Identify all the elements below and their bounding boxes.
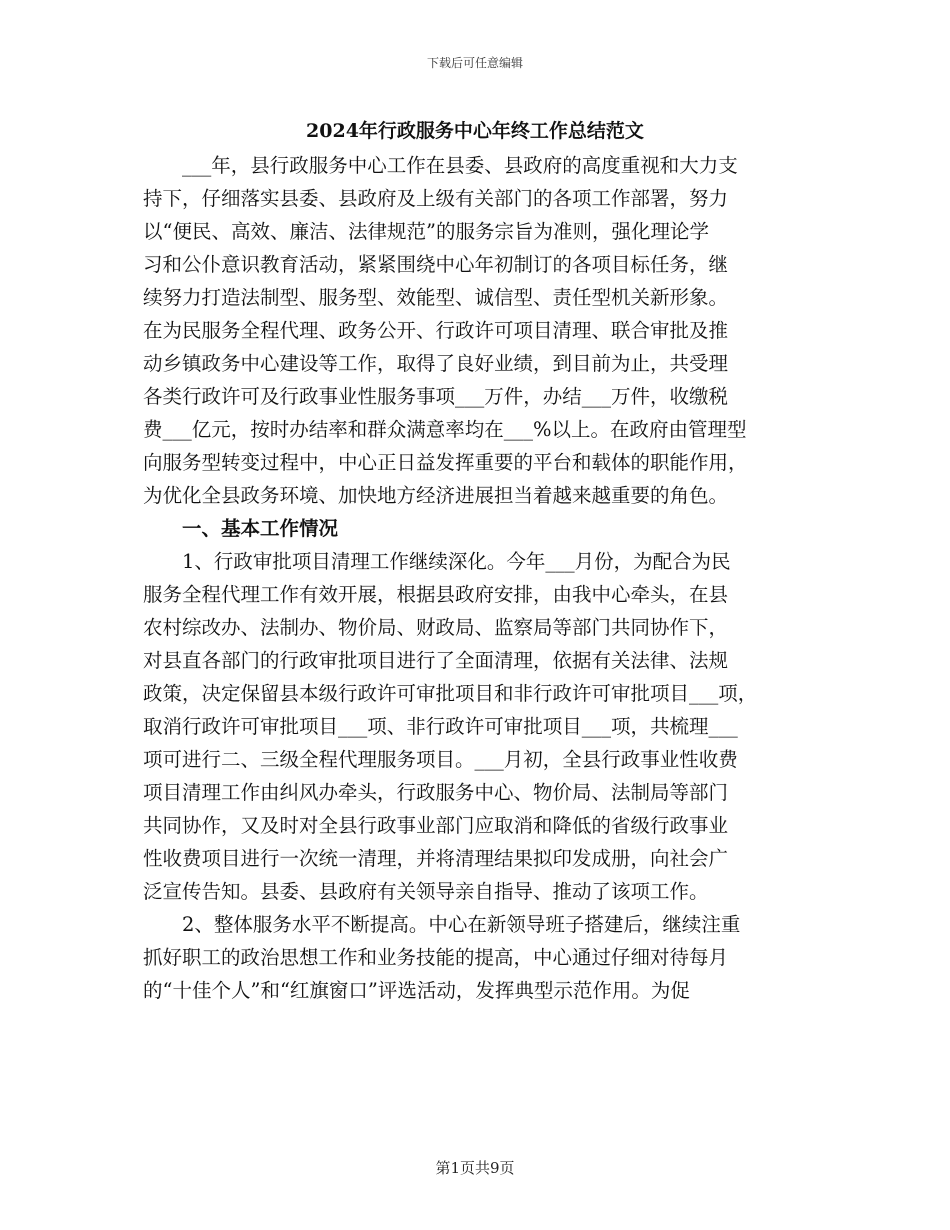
body-line: 为优化全县政务环境、加快地方经济进展担当着越来越重要的角色。 [143, 484, 729, 507]
body-line: 抓好职工的政治思想工作和业务技能的提高，中心通过仔细对待每月 [143, 946, 729, 969]
body-line: ___年，县行政服务中心工作在县委、县政府的高度重视和大力支 [143, 154, 738, 177]
body-line: 动乡镇政务中心建设等工作，取得了良好业绩，到目前为止，共受理 [143, 352, 729, 375]
body-line: 政策，决定保留县本级行政许可审批项目和非行政许可审批项目___项， [143, 682, 758, 705]
body-line: 各类行政许可及行政事业性服务事项___万件，办结___万件，收缴税 [143, 385, 729, 408]
body-line: 1、行政审批项目清理工作继续深化。今年___月份，为配合为民 [143, 550, 731, 573]
body-line: 向服务型转变过程中，中心正日益发挥重要的平台和载体的职能作用， [143, 451, 748, 474]
body-line: 项可进行二、三级全程代理服务项目。___月初，全县行政事业性收费 [143, 748, 738, 771]
body-line: 2、整体服务水平不断提高。中心在新领导班子搭建后，继续注重 [143, 913, 741, 936]
body-line: 持下，仔细落实县委、县政府及上级有关部门的各项工作部署，努力 [143, 187, 729, 210]
body-line: 在为民服务全程代理、政务公开、行政许可项目清理、联合审批及推 [143, 319, 729, 342]
body-line: 共同协作，又及时对全县行政事业部门应取消和降低的省级行政事业 [143, 814, 729, 837]
body-line: 的“十佳个人”和“红旗窗口”评选活动，发挥典型示范作用。为促 [143, 979, 690, 1002]
section-heading: 一、基本工作情况 [143, 517, 339, 540]
body-line: 习和公仆意识教育活动，紧紧围绕中心年初制订的各项目标任务，继 [143, 253, 729, 276]
body-line: 以“便民、高效、廉洁、法律规范”的服务宗旨为准则，强化理论学 [143, 220, 709, 243]
body-line: 费___亿元，按时办结率和群众满意率均在___%以上。在政府由管理型 [143, 418, 747, 441]
body-line: 取消行政许可审批项目___项、非行政许可审批项目___项，共梳理___ [143, 715, 738, 738]
body-line: 对县直各部门的行政审批项目进行了全面清理，依据有关法律、法规 [143, 649, 729, 672]
page-header: 下载后可任意编辑 [426, 56, 523, 70]
body-line: 泛宣传告知。县委、县政府有关领导亲自指导、推动了该项工作。 [143, 880, 709, 903]
document-body [143, 149, 833, 1007]
body-line: 农村综改办、法制办、物价局、财政局、监察局等部门共同协作下， [143, 616, 729, 639]
body-line: 续努力打造法制型、服务型、效能型、诚信型、责任型机关新形象。 [143, 286, 729, 309]
body-line: 性收费项目进行一次统一清理，并将清理结果拟印发成册，向社会广 [143, 847, 729, 870]
document-title: 2024年行政服务中心年终工作总结范文 [306, 120, 644, 142]
body-line: 服务全程代理工作有效开展，根据县政府安排，由我中心牵头，在县 [143, 583, 729, 606]
page-footer: 第1页共9页 [435, 1159, 515, 1177]
body-line: 项目清理工作由纠风办牵头，行政服务中心、物价局、法制局等部门 [143, 781, 729, 804]
